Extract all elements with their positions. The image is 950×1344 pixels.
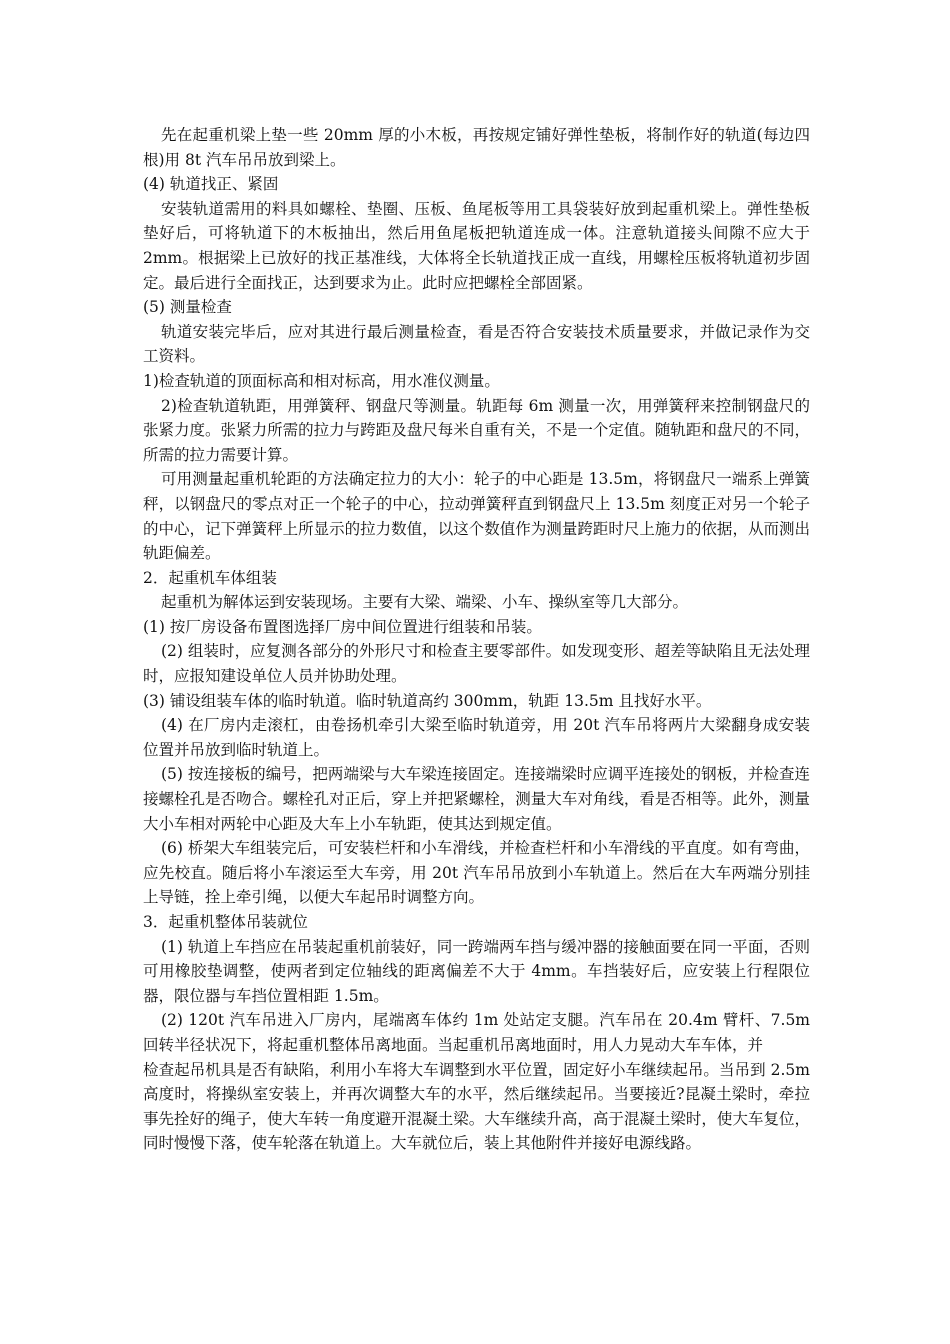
list-item-hoisting-2: (2) 120t 汽车吊进入厂房内，尾端离车体约 1m 处站定支腿。汽车吊在 20.4m 臂杆、7.5m 回转半径状况下，将起重机整体吊离地面。当起重机吊离地面时，用人力晃动大车车体，并	[143, 1011, 810, 1054]
heading-crane-assembly: 2．起重机车体组装	[143, 568, 277, 587]
list-item-elevation-check: 1)检查轨道的顶面标高和相对标高，用水准仪测量。	[143, 371, 500, 390]
paragraph-crane-parts: 起重机为解体运到安装现场。主要有大梁、端梁、小车、操纵室等几大部分。	[161, 593, 689, 612]
paragraph-measurement-check: 轨道安装完毕后，应对其进行最后测量检查，看是否符合安装技术质量要求，并做记录作为交工资料。	[143, 322, 810, 366]
heading-rail-alignment: (4) 轨道找正、紧固	[143, 175, 279, 194]
heading-crane-hoisting: 3．起重机整体吊装就位	[143, 913, 308, 931]
list-item-assembly-1: (1) 按厂房设备布置图选择厂房中间位置进行组装和吊装。	[143, 617, 542, 636]
document-body	[143, 123, 810, 1156]
list-item-hoisting-1: (1) 轨道上车挡应在吊装起重机前装好，同一跨端两车挡与缓冲器的接触面要在同一平面，否则可用橡胶垫调整，使两者到定位轴线的距离偏差不大于 4mm。车挡装好后，应安装上行程限位器，限位器与车挡位置相距 1.5m。	[143, 937, 810, 1005]
list-item-assembly-2: (2) 组装时，应复测各部分的外形尺寸和检查主要零部件。如发现变形、超差等缺陷且无法处理时，应报知建设单位人员并协助处理。	[143, 642, 810, 686]
paragraph-hoisting-continued: 检查起吊机具是否有缺陷，利用小车将大车调整到水平位置，固定好小车继续起吊。当吊到 2.5m 高度时，将操纵室安装上，并再次调整大车的水平，然后继续起吊。当要接近?昆凝土梁时，牵拉事先拴好的绳子，使大车转一角度避开混凝土梁。大车继续升高，高于混凝土梁时，使大车复位，同时慢慢下落，使车轮落在轨道上。大车就位后，装上其他附件并接好电源线路。	[143, 1060, 810, 1153]
list-item-assembly-3: (3) 铺设组装车体的临时轨道。临时轨道高约 300mm，轨距 13.5m 且找好水平。	[143, 691, 712, 710]
paragraph-rail-alignment: 安装轨道需用的料具如螺栓、垫圈、压板、鱼尾板等用工具袋装好放到起重机梁上。弹性垫板垫好后，可将轨道下的木板抽出，然后用鱼尾板把轨道连成一体。注意轨道接头间隙不应大于 2mm。根据梁上已放好的找正基准线，大体将全长轨道找正成一直线，用螺栓压板将轨道初步固定。最后进行全面找正，达到要求为止。此时应把螺栓全部固紧。	[143, 199, 810, 292]
heading-measurement-check: (5) 测量检查	[143, 298, 232, 317]
list-item-assembly-4: (4) 在厂房内走滚杠，由卷扬机牵引大梁至临时轨道旁，用 20t 汽车吊将两片大梁翻身成安装位置并吊放到临时轨道上。	[143, 716, 810, 759]
list-item-gauge-check: 2)检查轨道轨距，用弹簧秤、钢盘尺等测量。轨距每 6m 测量一次，用弹簧秤来控制钢盘尺的张紧力度。张紧力所需的拉力与跨距及盘尺每米自重有关，不是一个定值。随轨距和盘尺的不同，所需的拉力需要计算。	[143, 396, 810, 464]
list-item-assembly-5: (5) 按连接板的编号，把两端梁与大车梁连接固定。连接端梁时应调平连接处的钢板，并检查连接螺栓孔是否吻合。螺栓孔对正后，穿上并把紧螺栓，测量大车对角线，看是否相等。此外，测量大小车相对两轮中心距及大车上小车轨距，使其达到规定值。	[143, 765, 810, 833]
paragraph-rail-placement: 先在起重机梁上垫一些 20mm 厚的小木板，再按规定铺好弹性垫板，将制作好的轨道(每边四根)用 8t 汽车吊吊放到梁上。	[143, 126, 810, 169]
paragraph-tension-method: 可用测量起重机轮距的方法确定拉力的大小：轮子的中心距是 13.5m，将钢盘尺一端系上弹簧秤，以钢盘尺的零点对正一个轮子的中心，拉动弹簧秤直到钢盘尺上 13.5m 刻度正对另一个轮子的中心，记下弹簧秤上所显示的拉力数值，以这个数值作为测量跨距时尺上施力的依据，从而测出轨距偏差。	[143, 470, 810, 563]
list-item-assembly-6: (6) 桥架大车组装完后，可安装栏杆和小车滑线，并检查栏杆和小车滑线的平直度。如有弯曲，应先校直。随后将小车滚运至大车旁，用 20t 汽车吊吊放到小车轨道上。然后在大车两端分别挂上导链，拴上牵引绳，以便大车起吊时调整方向。	[143, 839, 810, 907]
